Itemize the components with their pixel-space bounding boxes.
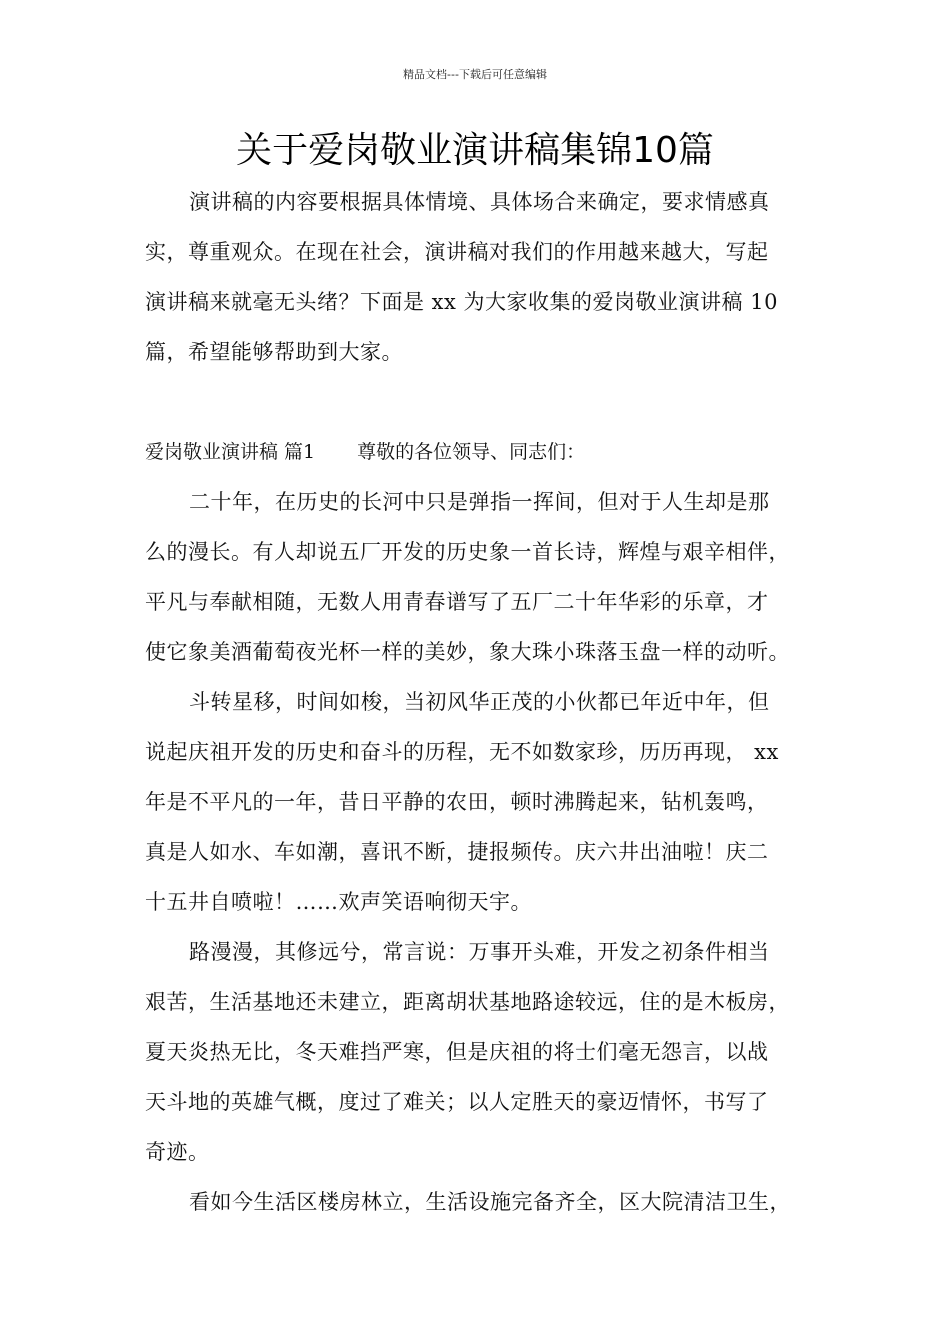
text-line: 年是不平凡的一年，昔日平静的农田，顿时沸腾起来，钻机轰鸣， xyxy=(145,790,769,814)
header-note: 精品文档---下载后可任意编辑 xyxy=(403,68,547,81)
text-line: 艰苦，生活基地还未建立，距离胡状基地路途较远，住的是木板房， xyxy=(145,990,790,1014)
text-line: 么的漫长。有人却说五厂开发的历史象一首长诗，辉煌与艰辛相伴， xyxy=(145,540,790,564)
section-heading: 爱岗敬业演讲稿 篇1 xyxy=(145,441,316,463)
text-line: 演讲稿来就毫无头绪？下面是 xx 为大家收集的爱岗敬业演讲稿 10 xyxy=(145,290,778,314)
text-line: 说起庆祖开发的历史和奋斗的历程，无不如数家珍，历历再现， xx xyxy=(145,740,779,764)
text-line: 十五井自喷啦！……欢声笑语响彻天宇。 xyxy=(145,890,532,914)
text-line: 使它象美酒葡萄夜光杯一样的美妙，象大珠小珠落玉盘一样的动听。 xyxy=(145,640,790,664)
text-line: 实，尊重观众。在现在社会，演讲稿对我们的作用越来越大，写起 xyxy=(145,240,769,264)
text-line: 真是人如水、车如潮，喜讯不断，捷报频传。庆六井出油啦！庆二 xyxy=(145,840,769,864)
paragraph xyxy=(145,927,825,1177)
text-line: 平凡与奉献相随，无数人用青春谱写了五厂二十年华彩的乐章，才 xyxy=(145,590,769,614)
blank-line xyxy=(145,377,825,427)
text-line: 夏天炎热无比，冬天难挡严寒，但是庆祖的将士们毫无怨言，以战 xyxy=(145,1040,769,1064)
text-line: 路漫漫，其修远兮，常言说：万事开头难，开发之初条件相当 xyxy=(189,940,770,964)
text-line: 天斗地的英雄气概，度过了难关；以人定胜天的豪迈情怀，书写了 xyxy=(145,1090,769,1114)
document-body xyxy=(145,177,825,1227)
text-line: 演讲稿的内容要根据具体情境、具体场合来确定，要求情感真 xyxy=(189,190,770,214)
text-line: 篇，希望能够帮助到大家。 xyxy=(145,340,403,364)
text-line: 看如今生活区楼房林立，生活设施完备齐全，区大院清洁卫生， xyxy=(189,1190,791,1214)
text-line: 斗转星移，时间如梭，当初风华正茂的小伙都已年近中年，但 xyxy=(189,690,770,714)
intro-paragraph xyxy=(145,177,825,377)
text-line: 奇迹。 xyxy=(145,1140,210,1164)
paragraph xyxy=(145,1177,825,1227)
greeting: 尊敬的各位领导、同志们： xyxy=(357,441,586,463)
section-heading-line xyxy=(145,427,825,477)
text-line: 二十年，在历史的长河中只是弹指一挥间，但对于人生却是那 xyxy=(189,490,770,514)
paragraph xyxy=(145,677,825,927)
document-title: 关于爱岗敬业演讲稿集锦10篇 xyxy=(236,130,714,171)
paragraph xyxy=(145,477,825,677)
